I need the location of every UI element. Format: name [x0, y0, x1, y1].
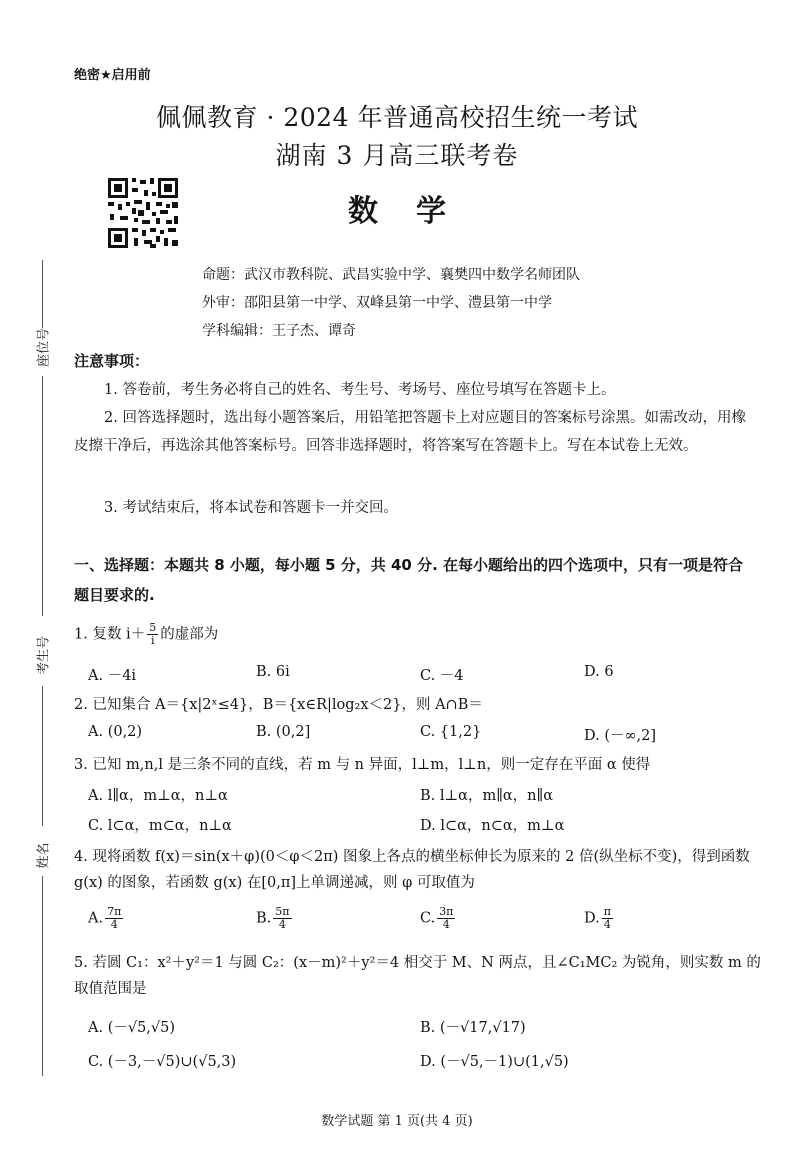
q1-option-d: D. 6 [584, 664, 614, 680]
fraction-denominator: i [150, 634, 155, 647]
question-4: 4. 现将函数 f(x)＝sin(x＋φ)(0＜φ＜2π) 图象上各点的横坐标伸长为原来的 2 倍(纵坐标不变)，得到函数 g(x) 的图象，若函数 g(x) 在[0,π]上单调递减，则 φ 可取值为 [74, 849, 750, 891]
notice-item-1: 1. 答卷前，考生务必将自己的姓名、考生号、考场号、座位号填写在答题卡上。 [104, 382, 616, 398]
option-letter: A. [88, 910, 104, 927]
q4-option-d [584, 906, 615, 931]
question-3: 3. 已知 m,n,l 是三条不同的直线，若 m 与 n 异面，l⊥m，l⊥n，则一定存在平面 α 使得 [74, 757, 651, 773]
q2-option-b: B. (0,2] [256, 724, 311, 740]
subject-title: 数学 [348, 194, 484, 229]
fraction-numerator: 5π [275, 905, 290, 918]
q3-option-b: B. l⊥α，m∥α，n∥α [420, 788, 554, 804]
editor-credit: 学科编辑：王子杰、谭奇 [202, 323, 356, 339]
q1-option-c: C. －4 [420, 668, 464, 684]
fraction-denominator: 4 [603, 918, 611, 931]
binding-line [42, 686, 43, 826]
option-letter: D. [584, 910, 600, 927]
name-label: 姓名 [36, 842, 52, 869]
binding-line [42, 376, 43, 616]
fraction [147, 622, 158, 647]
fraction-numerator: 7π [107, 905, 122, 918]
question-5: 5. 若圆 C₁：x²＋y²＝1 与圆 C₂：(x－m)²＋y²＝4 相交于 M、N 两点，且∠C₁MC₂ 为锐角，则实数 m 的取值范围是 [74, 955, 761, 997]
proposition-credit: 命题：武汉市教科院、武昌实验中学、襄樊四中数学名师团队 [202, 267, 580, 283]
review-credit: 外审：邵阳县第一中学、双峰县第一中学、澧县第一中学 [202, 295, 552, 311]
binding-line [42, 876, 43, 1076]
q5-option-c: C. (－3,－√5)∪(√5,3) [88, 1054, 237, 1070]
fraction-numerator: π [603, 905, 611, 918]
q5-option-a: A. (－√5,√5) [88, 1020, 176, 1036]
notice-item-3: 3. 考试结束后，将本试卷和答题卡一并交回。 [104, 500, 398, 516]
fraction-denominator: 4 [278, 918, 286, 931]
q4-option-a [88, 906, 125, 931]
seat-number-label: 座位号 [36, 328, 52, 368]
q2-option-d: D. (－∞,2] [584, 728, 657, 744]
fraction-denominator: 4 [442, 918, 450, 931]
option-letter: C. [420, 910, 436, 927]
fraction-numerator: 5 [149, 621, 157, 634]
fraction [105, 906, 123, 931]
q3-option-a: A. l∥α，m⊥α，n⊥α [88, 788, 228, 804]
q4-option-b [256, 906, 294, 931]
page-footer: 数学试题 第 1 页(共 4 页) [321, 1114, 473, 1129]
confidential-label: 绝密★启用前 [74, 68, 151, 83]
exam-number-label: 考生号 [36, 636, 52, 676]
qr-code-icon [106, 176, 180, 250]
exam-subtitle: 湖南 3 月高三联考卷 [275, 141, 519, 170]
q5-option-d: D. (－√5,－1)∪(1,√5) [420, 1054, 569, 1070]
question-1-prefix: 1. 复数 i＋ [74, 626, 146, 643]
notice-item-2: 2. 回答选择题时，选出每小题答案后，用铅笔把答题卡上对应题目的答案标号涂黑。如需改动，用橡皮擦干净后，再选涂其他答案标号。回答非选择题时，将答案写在答题卡上。写在本试卷上无效。 [74, 410, 746, 454]
fraction [273, 906, 291, 931]
q2-option-a: A. (0,2) [88, 724, 143, 740]
notice-heading: 注意事项： [74, 352, 150, 370]
q2-option-c: C. {1,2} [420, 724, 482, 740]
exam-title: 佩佩教育 · 2024 年普通高校招生统一考试 [156, 103, 638, 132]
fraction [437, 906, 455, 931]
option-letter: B. [256, 910, 272, 927]
fraction-numerator: 3π [439, 905, 454, 918]
section-heading: 一、选择题：本题共 8 小题，每小题 5 分，共 40 分. 在每小题给出的四个选项中，只有一项是符合题目要求的. [74, 556, 744, 604]
q1-option-b: B. 6i [256, 664, 290, 680]
fraction-denominator: 4 [110, 918, 118, 931]
q4-option-c [420, 906, 457, 931]
question-1-suffix: 的虚部为 [160, 626, 219, 643]
q1-option-a: A. －4i [88, 668, 137, 684]
binding-line [42, 260, 43, 328]
fraction [602, 906, 613, 931]
question-1 [74, 622, 764, 647]
q3-option-c: C. l⊂α，m⊂α，n⊥α [88, 818, 232, 834]
q5-option-b: B. (－√17,√17) [420, 1020, 526, 1036]
question-2: 2. 已知集合 A＝{x|2ˣ≤4}，B＝{x∈R|log₂x＜2}，则 A∩B＝ [74, 697, 483, 713]
q3-option-d: D. l⊂α，n⊂α，m⊥α [420, 818, 565, 834]
